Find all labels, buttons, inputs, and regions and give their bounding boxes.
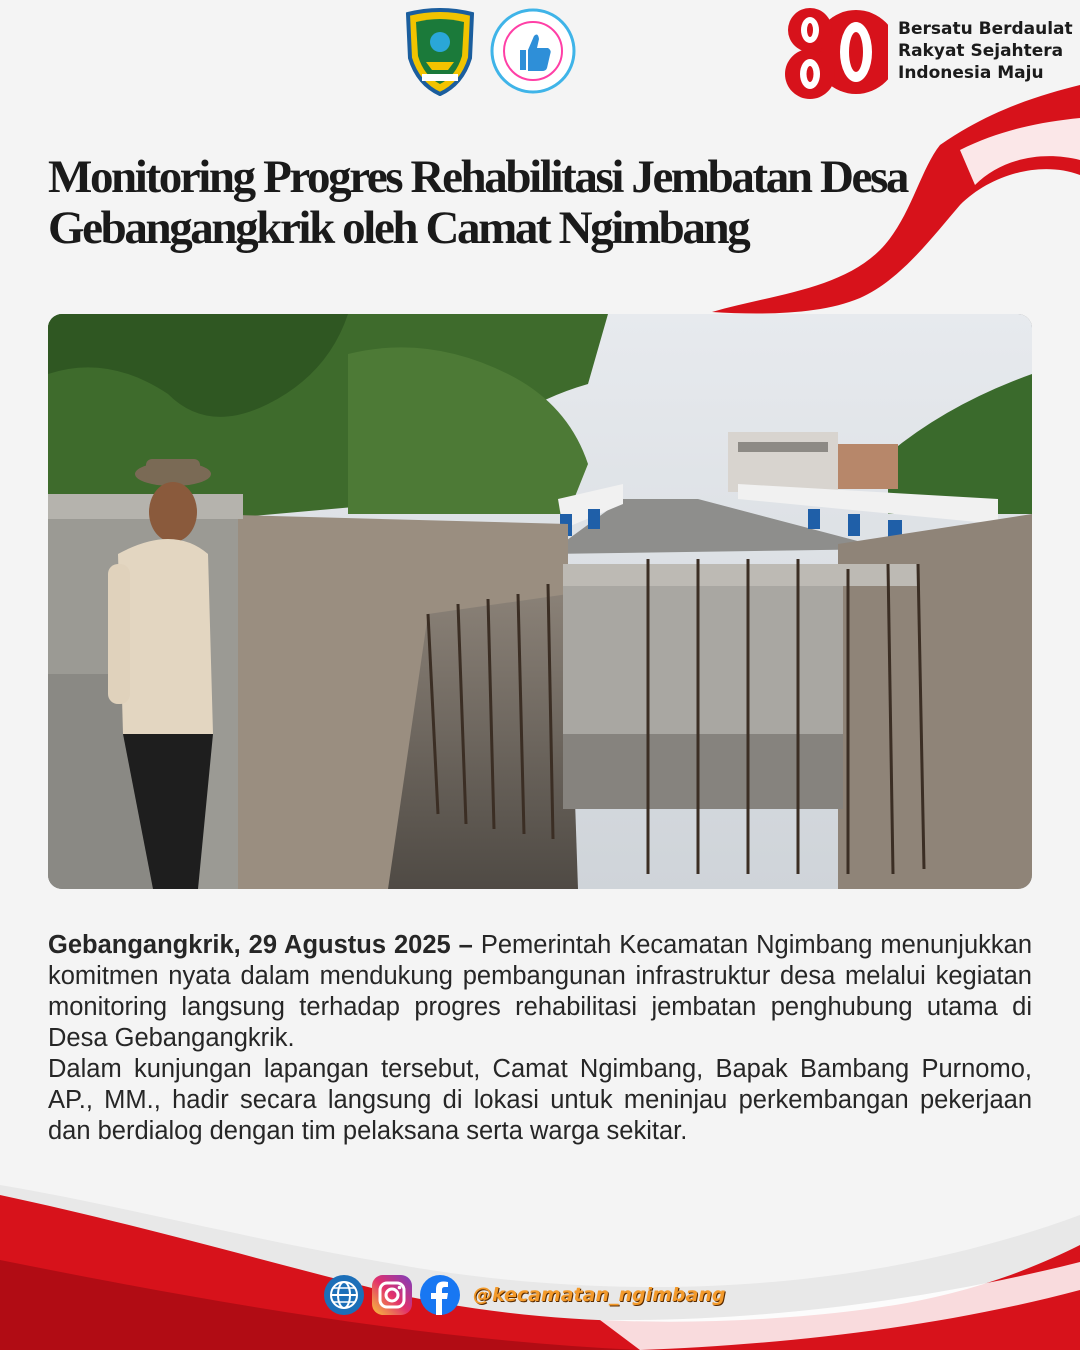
instagram-icon[interactable]: [371, 1274, 413, 1316]
social-footer: [323, 1274, 725, 1316]
kecamatan-ngimbang-badge-icon: [490, 8, 576, 94]
header-logos: [402, 8, 576, 96]
slogan-line-2: Rakyat Sejahtera: [898, 41, 1064, 61]
title-line-2: Gebangangkrik oleh Camat Ngimbang: [48, 202, 749, 254]
bridge-construction-photo: [48, 314, 1032, 889]
paragraph-2: Dalam kunjungan lapangan tersebut, Camat Ngimbang, Bapak Bambang Purnomo, AP., MM., hadir secara langsung di lokasi untuk meninjau perkembangan pekerjaan dan berdialog dengan tim pelaksana serta warga sekitar.: [48, 1055, 1032, 1145]
article-title: [48, 152, 948, 254]
slogan: [898, 18, 1073, 84]
paragraph-1-text: Pemerintah Kecamatan Ngimbang menunjukkan komitmen nyata dalam mendukung pembangunan infrastruktur desa melalui kegiatan monitoring langsung terhadap progres rehabilitasi jembatan penghubung utama di Desa Gebangangkrik.: [48, 931, 1033, 1052]
paragraph-1: [48, 930, 1032, 1054]
globe-icon[interactable]: [323, 1274, 365, 1316]
lamongan-crest-icon: [402, 8, 478, 96]
dateline: Gebangangkrik, 29 Agustus 2025 –: [48, 931, 473, 959]
social-handle[interactable]: @kecamatan_ngimbang: [473, 1284, 726, 1306]
facebook-icon[interactable]: [419, 1274, 461, 1316]
article-body: [48, 930, 1032, 1147]
slogan-line-3: Indonesia Maju: [898, 63, 1044, 83]
anniversary-80-logo: [780, 2, 888, 102]
slogan-line-1: Bersatu Berdaulat: [898, 19, 1073, 39]
title-line-1: Monitoring Progres Rehabilitasi Jembatan Desa: [48, 151, 907, 203]
